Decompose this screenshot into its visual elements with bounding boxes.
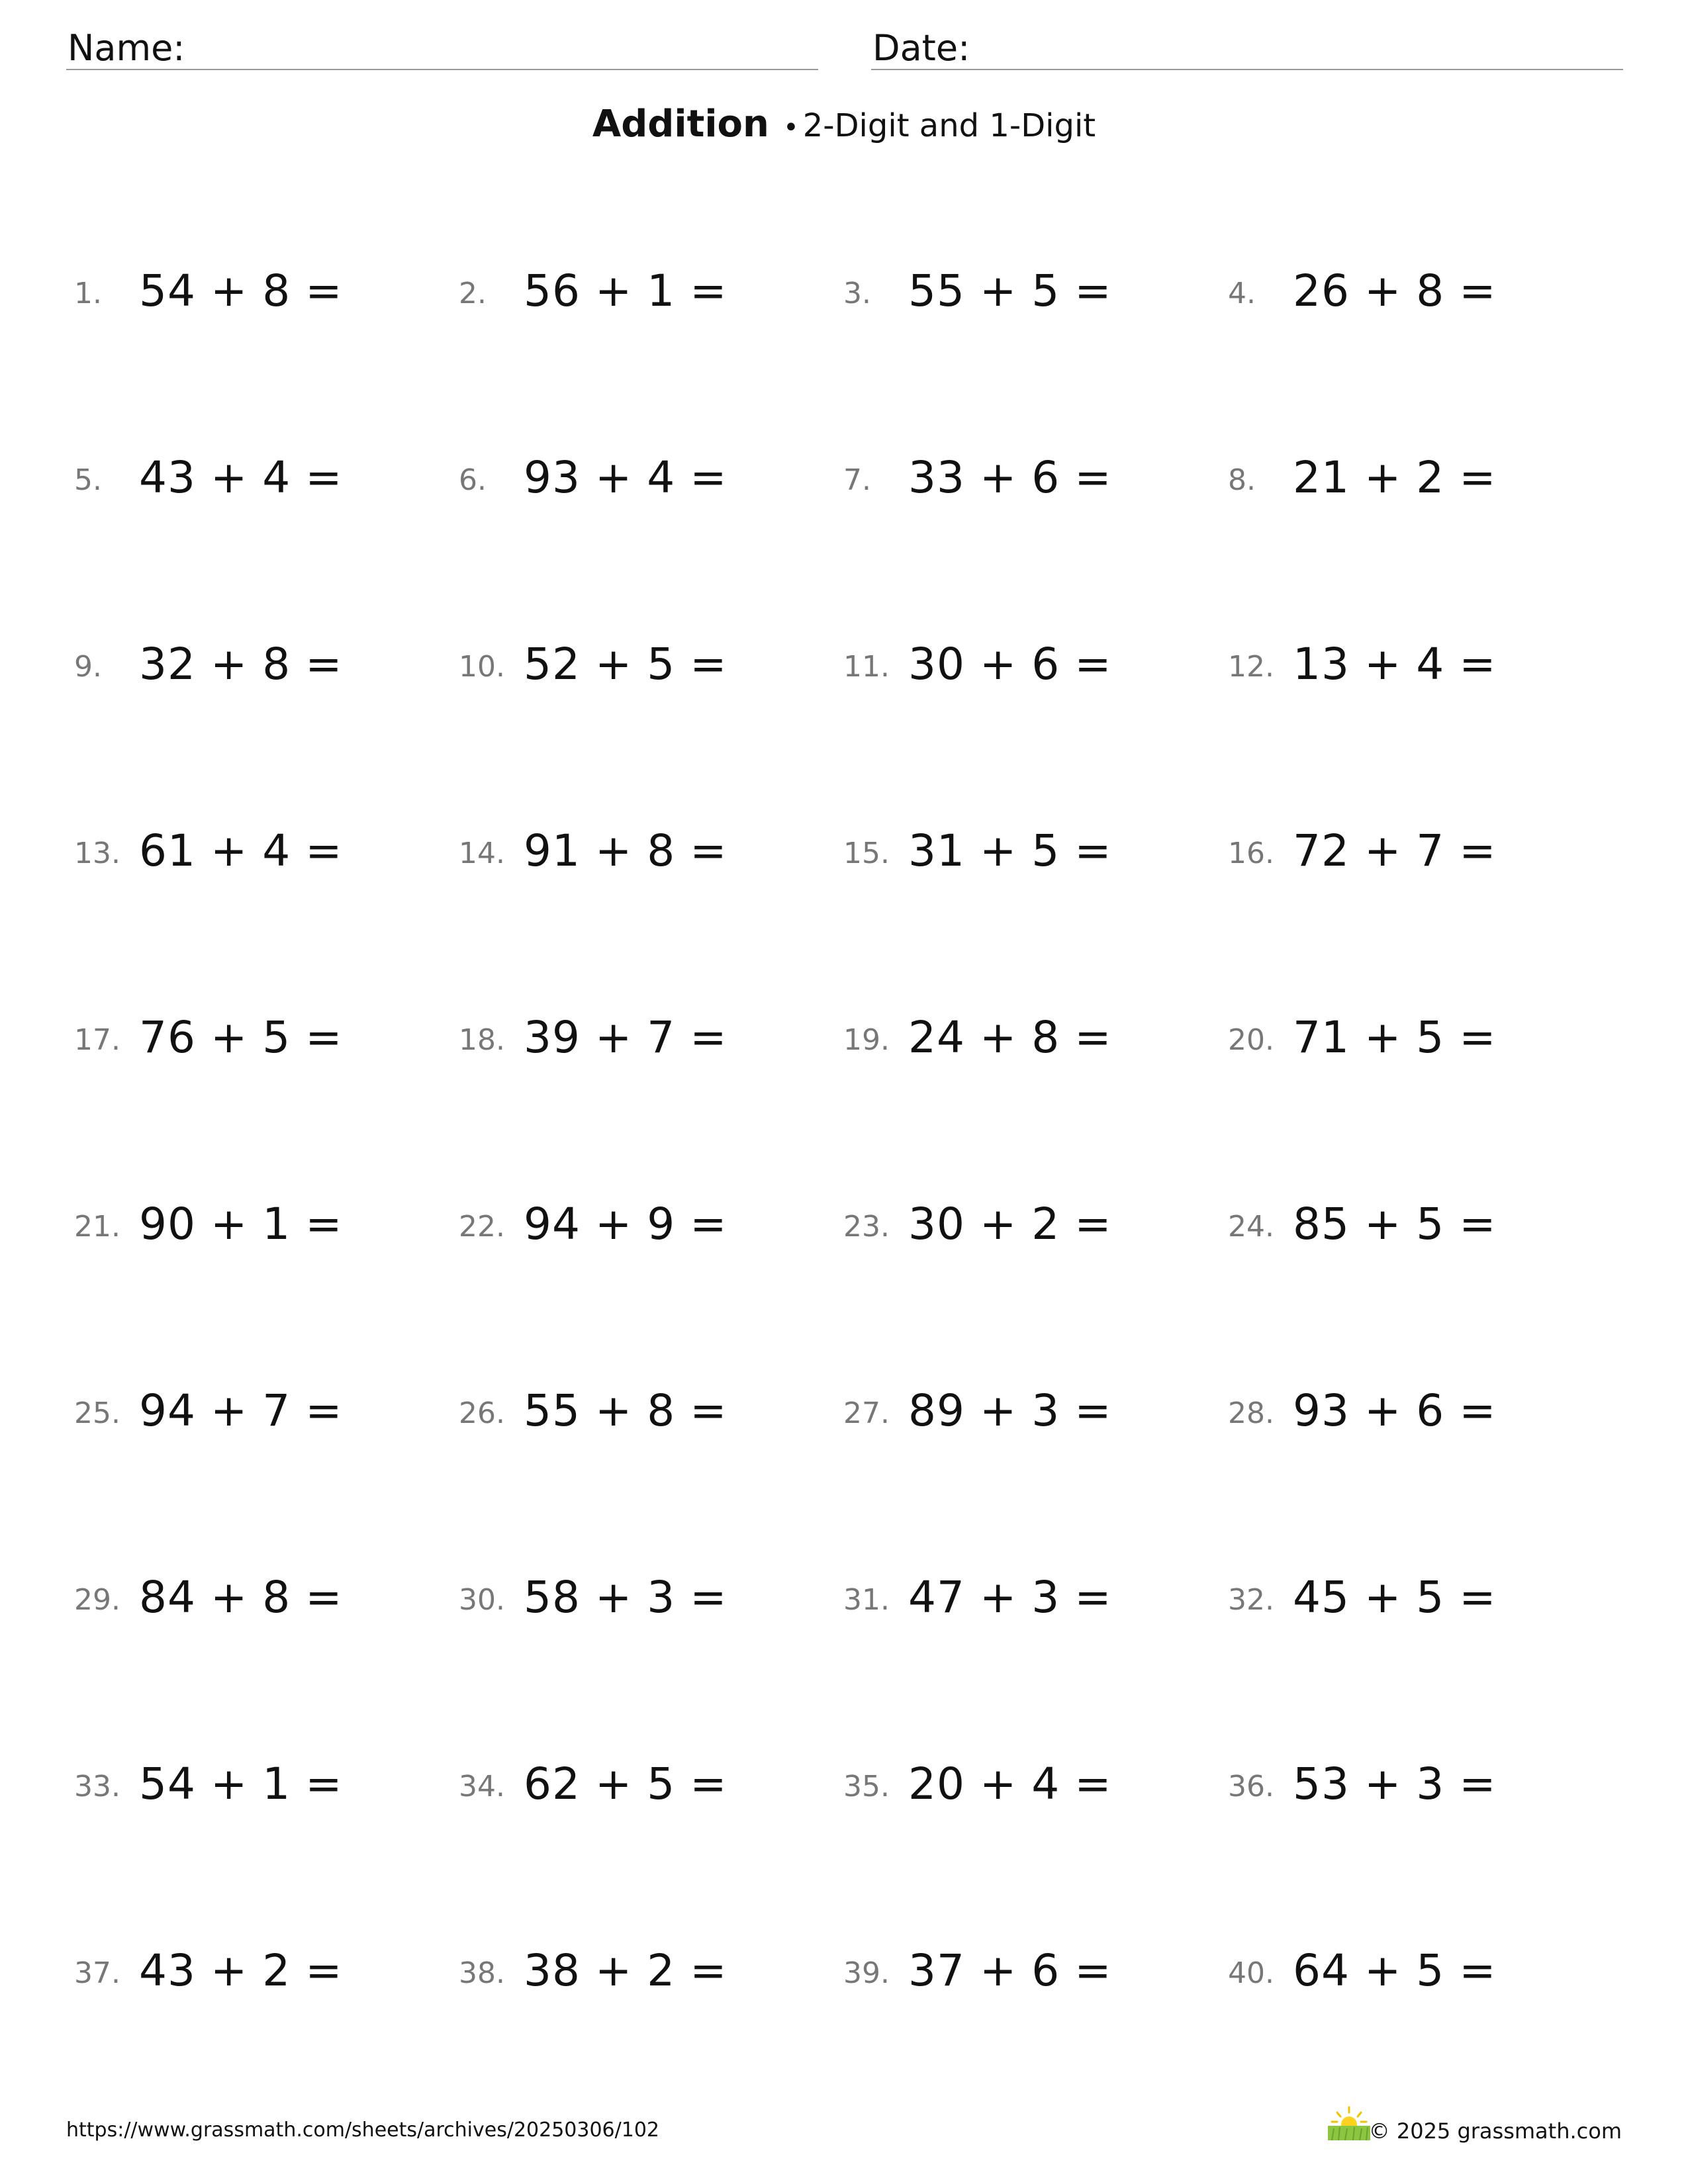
- problem-expression: 85 + 5 =: [1293, 1199, 1497, 1250]
- problem-number: 38.: [459, 1956, 505, 1990]
- problem-expression: 76 + 5 =: [139, 1012, 343, 1063]
- problem-expression: 55 + 8 =: [524, 1385, 727, 1436]
- name-label: Name:: [68, 27, 185, 69]
- problem-expression: 56 + 1 =: [524, 265, 727, 316]
- footer-url: https://www.grassmath.com/sheets/archives/20250306/102: [66, 2118, 660, 2142]
- problem-expression: 32 + 8 =: [139, 639, 343, 690]
- problem-number: 4.: [1228, 277, 1256, 310]
- problem-expression: 55 + 5 =: [908, 265, 1112, 316]
- title-main: Addition: [592, 103, 769, 146]
- problem-number: 17.: [74, 1023, 120, 1057]
- problem-number: 11.: [843, 650, 890, 684]
- problem-number: 16.: [1228, 837, 1274, 870]
- problem-number: 30.: [459, 1583, 505, 1617]
- problem-number: 15.: [843, 837, 890, 870]
- problem-number: 37.: [74, 1956, 120, 1990]
- problem-expression: 39 + 7 =: [524, 1012, 727, 1063]
- problem-number: 32.: [1228, 1583, 1274, 1617]
- footer-copyright: © 2025 grassmath.com: [1368, 2118, 1622, 2144]
- problem-number: 27.: [843, 1396, 890, 1430]
- problem-number: 20.: [1228, 1023, 1274, 1057]
- problem-expression: 45 + 5 =: [1293, 1572, 1497, 1623]
- problem-number: 36.: [1228, 1770, 1274, 1803]
- problem-expression: 43 + 4 =: [139, 452, 343, 503]
- problem-number: 25.: [74, 1396, 120, 1430]
- problem-expression: 93 + 6 =: [1293, 1385, 1497, 1436]
- problem-number: 2.: [459, 277, 487, 310]
- problem-number: 35.: [843, 1770, 890, 1803]
- problem-expression: 38 + 2 =: [524, 1945, 727, 1996]
- problem-number: 24.: [1228, 1210, 1274, 1244]
- problem-expression: 90 + 1 =: [139, 1199, 343, 1250]
- problem-expression: 33 + 6 =: [908, 452, 1112, 503]
- problem-number: 7.: [843, 463, 871, 497]
- problem-expression: 37 + 6 =: [908, 1945, 1112, 1996]
- problem-number: 29.: [74, 1583, 120, 1617]
- problem-number: 40.: [1228, 1956, 1274, 1990]
- problem-expression: 54 + 8 =: [139, 265, 343, 316]
- problem-expression: 52 + 5 =: [524, 639, 727, 690]
- problem-expression: 71 + 5 =: [1293, 1012, 1497, 1063]
- problem-expression: 20 + 4 =: [908, 1758, 1112, 1809]
- problem-number: 8.: [1228, 463, 1256, 497]
- problem-expression: 84 + 8 =: [139, 1572, 343, 1623]
- problem-number: 18.: [459, 1023, 505, 1057]
- title-subtitle: 2-Digit and 1-Digit: [802, 107, 1096, 144]
- problem-number: 23.: [843, 1210, 890, 1244]
- worksheet-title: [0, 103, 1688, 146]
- problem-expression: 13 + 4 =: [1293, 639, 1497, 690]
- problem-expression: 93 + 4 =: [524, 452, 727, 503]
- problem-number: 19.: [843, 1023, 890, 1057]
- date-label: Date:: [872, 27, 970, 69]
- problem-number: 22.: [459, 1210, 505, 1244]
- problem-expression: 89 + 3 =: [908, 1385, 1112, 1436]
- problem-number: 14.: [459, 837, 505, 870]
- date-field[interactable]: [871, 26, 1623, 70]
- problem-expression: 61 + 4 =: [139, 825, 343, 876]
- problem-expression: 72 + 7 =: [1293, 825, 1497, 876]
- problem-expression: 30 + 6 =: [908, 639, 1112, 690]
- problem-number: 3.: [843, 277, 871, 310]
- problem-expression: 30 + 2 =: [908, 1199, 1112, 1250]
- problem-number: 31.: [843, 1583, 890, 1617]
- problem-expression: 24 + 8 =: [908, 1012, 1112, 1063]
- name-field[interactable]: [66, 26, 818, 70]
- problem-expression: 58 + 3 =: [524, 1572, 727, 1623]
- problem-expression: 47 + 3 =: [908, 1572, 1112, 1623]
- problem-number: 1.: [74, 277, 102, 310]
- problem-expression: 94 + 7 =: [139, 1385, 343, 1436]
- problem-number: 28.: [1228, 1396, 1274, 1430]
- problem-expression: 31 + 5 =: [908, 825, 1112, 876]
- problem-number: 6.: [459, 463, 487, 497]
- problem-expression: 54 + 1 =: [139, 1758, 343, 1809]
- problem-number: 39.: [843, 1956, 890, 1990]
- problem-number: 33.: [74, 1770, 120, 1803]
- problem-number: 12.: [1228, 650, 1274, 684]
- problem-expression: 43 + 2 =: [139, 1945, 343, 1996]
- grassmath-sun-logo-icon: [1327, 2105, 1372, 2142]
- problem-expression: 62 + 5 =: [524, 1758, 727, 1809]
- problem-number: 21.: [74, 1210, 120, 1244]
- title-separator: •: [783, 113, 799, 143]
- problem-expression: 64 + 5 =: [1293, 1945, 1497, 1996]
- problem-expression: 53 + 3 =: [1293, 1758, 1497, 1809]
- problem-expression: 21 + 2 =: [1293, 452, 1497, 503]
- problem-number: 5.: [74, 463, 102, 497]
- problem-number: 10.: [459, 650, 505, 684]
- problem-number: 13.: [74, 837, 120, 870]
- problem-expression: 94 + 9 =: [524, 1199, 727, 1250]
- problem-number: 26.: [459, 1396, 505, 1430]
- problem-expression: 91 + 8 =: [524, 825, 727, 876]
- problem-number: 9.: [74, 650, 102, 684]
- problem-expression: 26 + 8 =: [1293, 265, 1497, 316]
- problem-number: 34.: [459, 1770, 505, 1803]
